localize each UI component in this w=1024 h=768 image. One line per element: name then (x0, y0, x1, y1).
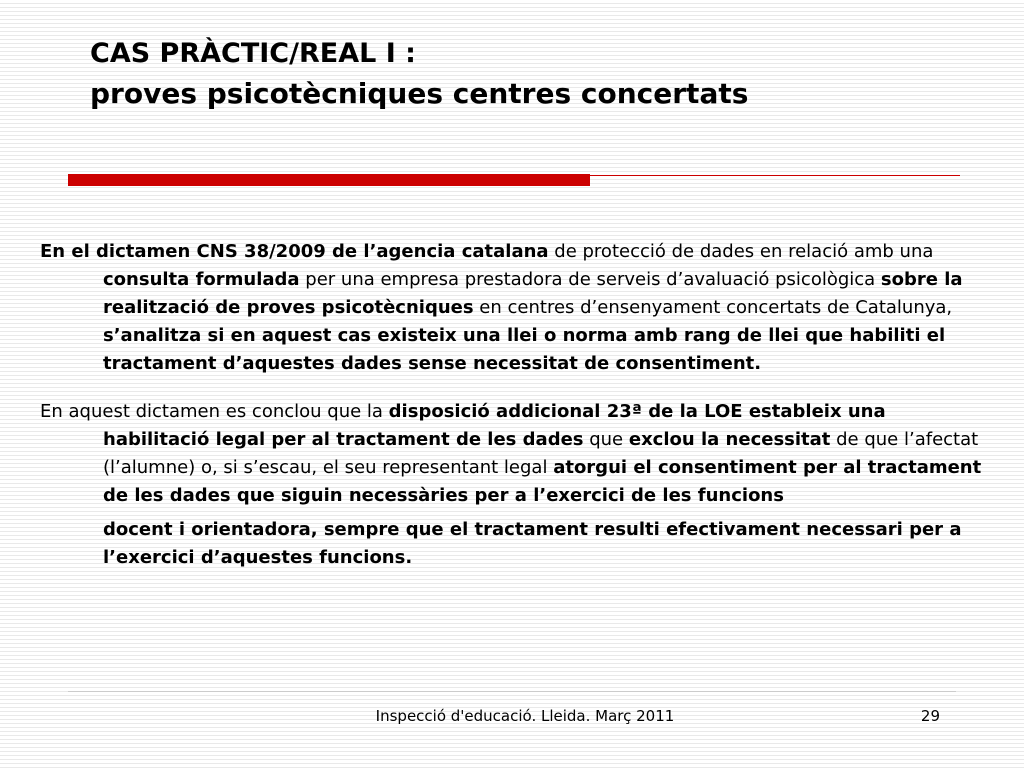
p2-bold-2: exclou la necessitat (628, 429, 831, 450)
title-underline-thin (590, 175, 960, 176)
footer-divider (68, 691, 956, 692)
p1-bold-1: En el dictamen CNS 38/2009 de l’agencia catalana (40, 241, 549, 262)
p2-bold-1: disposició addicional 23ª de la LOE estableix una habilitació legal per al tractament de les dades (103, 401, 886, 450)
paragraph-dictamen (40, 238, 990, 378)
p2-text-3: de que l’afectat (l’alumne) o, si s’escau, el seu representant legal (103, 429, 979, 478)
p2-text-1: En aquest dictamen es conclou que la (40, 401, 389, 422)
page-number: 29 (920, 707, 940, 725)
p1-bold-4: s’analitza si en aquest cas existeix una llei o norma amb rang de llei que habiliti el tractament d’aquestes dades sense necessitat de consentiment. (103, 325, 946, 374)
p2-bold-4: docent i orientadora, sempre que el tractament resulti efectivament necessari per a l’exercici d’aquestes funcions. (103, 519, 962, 568)
p1-text-2: per una empresa prestadora de serveis d’avaluació psicològica (299, 269, 881, 290)
p1-bold-2: consulta formulada (103, 269, 300, 290)
p2-bold-3: atorgui el consentiment per al tractament de les dades que siguin necessàries per a l’exercici de les funcions (103, 457, 982, 506)
footer-text: Inspecció d'educació. Lleida. Març 2011 (375, 707, 675, 725)
p1-text-3: en centres d’ensenyament concertats de Catalunya, (473, 297, 953, 318)
title-line-1: CAS PRÀCTIC/REAL I : (90, 38, 416, 69)
paragraph-conclusion (40, 398, 990, 572)
slide-body (40, 238, 990, 572)
p1-bold-3: sobre la realització de proves psicotècniques (103, 269, 963, 318)
p1-text-1: de protecció de dades en relació amb una (548, 241, 934, 262)
slide-title (90, 34, 970, 114)
title-underline-bar (68, 174, 590, 186)
title-line-2: proves psicotècniques centres concertats (90, 77, 749, 110)
p2-text-2: que (583, 429, 629, 450)
